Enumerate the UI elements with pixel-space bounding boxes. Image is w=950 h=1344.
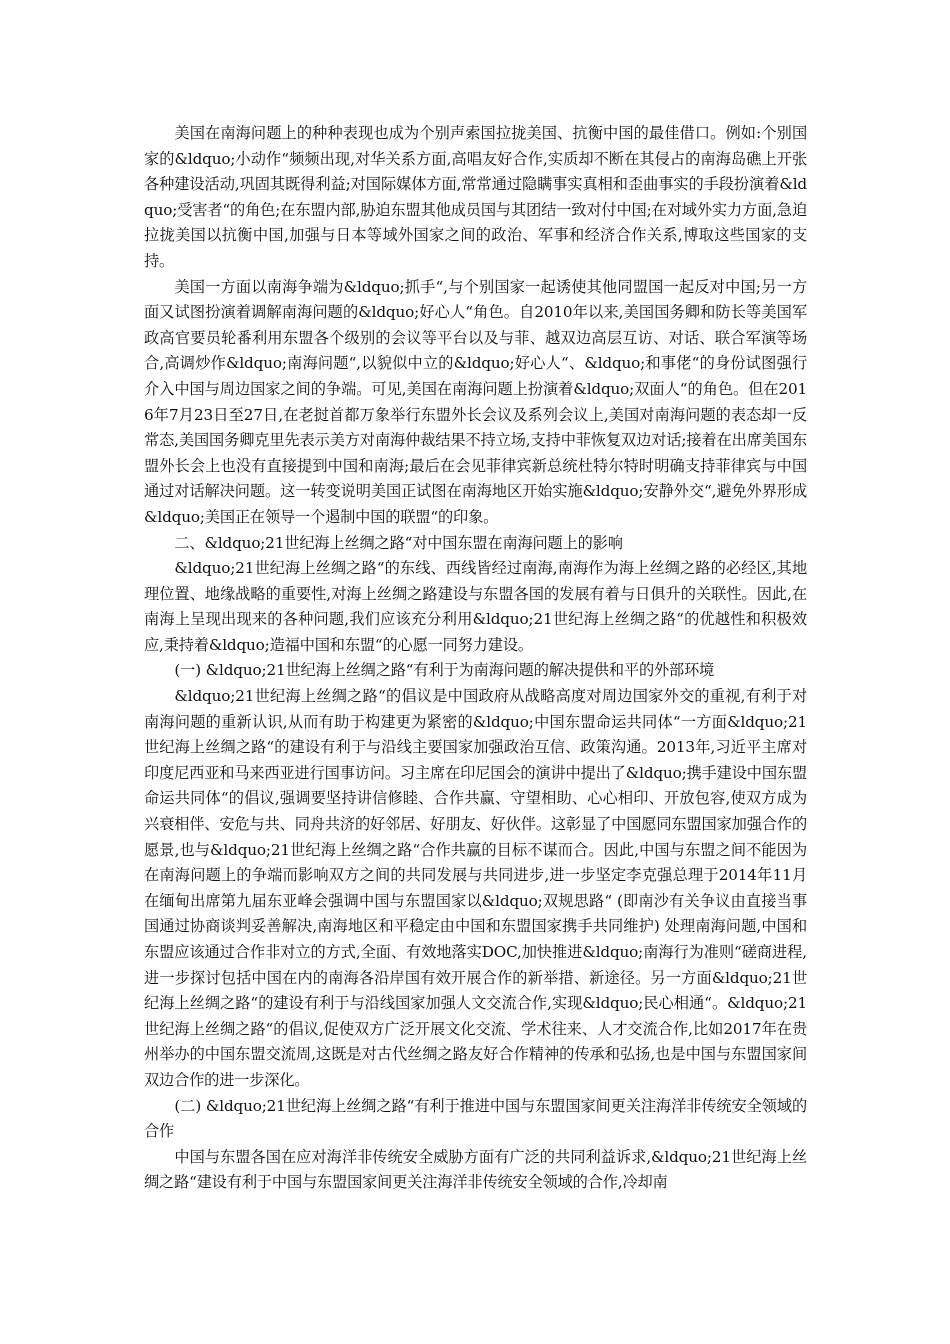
paragraph-us-behavior: 美国在南海问题上的种种表现也成为个别声索国拉拢美国、抗衡中国的最佳借口。例如:个别国家的&ldquo;小动作“频频出现,对华关系方面,高唱友好合作,实质却不断在其侵占的南海岛礁上开张各种建设活动,巩固其既得利益;对国际媒体方面,常常通过隐瞒事实真相和歪曲事实的手段扮演着&ldquo;受害者“的角色;在东盟内部,胁迫东盟其他成员国与其团结一致对付中国;在对域外实力方面,急迫拉拢美国以抗衡中国,加强与日本等域外国家之间的政治、军事和经济合作关系,博取这些国家的支持。 [144, 124, 807, 270]
paragraph-peaceful-environment: &ldquo;21世纪海上丝绸之路“的倡议是中国政府从战略高度对周边国家外交的重视,有利于对南海问题的重新认识,从而有助于构建更为紧密的&ldquo;中国东盟命运共同体“一方面&ldquo;21世纪海上丝绸之路“的建设有利于与沿线主要国家加强政治互信、政策沟通。2013年,习近平主席对印度尼西亚和马来西亚进行国事访问。习主席在印尼国会的演讲中提出了&ldquo;携手建设中国东盟命运共同体“的倡议,强调要坚持讲信修睦、合作共赢、守望相助、心心相印、开放包容,使双方成为兴衰相伴、安危与共、同舟共济的好邻居、好朋友、好伙伴。这彰显了中国愿同东盟国家加强合作的愿景,也与&ldquo;21世纪海上丝绸之路“合作共赢的目标不谋而合。因此,中国与东盟之间不能因为在南海问题上的争端而影响双方之间的共同发展与共同进步,进一步坚定李克强总理于2014年11月在缅甸出席第九届东亚峰会强调中国与东盟国家以&ldquo;双规思路“ (即南沙有关争议由直接当事国通过协商谈判妥善解决,南海地区和平稳定由中国和东盟国家携手共同维护) 处理南海问题,中国和东盟应该通过合作非对立的方式,全面、有效地落实DOC,加快推进&ldquo;南海行为准则“磋商进程,进一步探讨包括中国在内的南海各沿岸国有效开展合作的新举措、新途径。另一方面&ldquo;21世纪海上丝绸之路“的建设有利于与沿线国家加强人文交流合作,实现&ldquo;民心相通“。&ldquo;21世纪海上丝绸之路“的倡议,促使双方广泛开展文化交流、学术往来、人才交流合作,比如2017年在贵州举办的中国东盟交流周,这既是对古代丝绸之路友好合作精神的传承和弘扬,也是中国与东盟国家间双边合作的进一步深化。 [144, 687, 807, 1089]
document-body [144, 121, 807, 1196]
paragraph-non-traditional-security: 中国与东盟各国在应对海洋非传统安全威胁方面有广泛的共同利益诉求,&ldquo;21世纪海上丝绸之路“建设有利于中国与东盟国家间更关注海洋非传统安全领域的合作,冷却南 [144, 1147, 807, 1192]
paragraph-silk-road-intro: &ldquo;21世纪海上丝绸之路“的东线、西线皆经过南海,南海作为海上丝绸之路的必经区,其地理位置、地缘战略的重要性,对海上丝绸之路建设与东盟各国的发展有着与日俱升的关联性。因此,在南海上呈现出现来的各种问题,我们应该充分利用&ldquo;21世纪海上丝绸之路“的优越性和积极效应,秉持着&ldquo;造福中国和东盟“的心愿一同努力建设。 [144, 559, 807, 654]
subheading-2: (二) &ldquo;21世纪海上丝绸之路“有利于推进中国与东盟国家间更关注海洋非传统安全领域的合作 [144, 1096, 807, 1141]
section-heading-2: 二、&ldquo;21世纪海上丝绸之路“对中国东盟在南海问题上的影响 [174, 533, 623, 552]
paragraph-us-dual-role: 美国一方面以南海争端为&ldquo;抓手“,与个别国家一起诱使其他同盟国一起反对中国;另一方面又试图扮演着调解南海问题的&ldquo;好心人“角色。自2010年以来,美国国务卿和防长等美国军政高官要员轮番利用东盟各个级别的会议等平台以及与菲、越双边高层互访、对话、联合军演等场合,高调炒作&ldquo;南海问题“,以貌似中立的&ldquo;好心人“、&ldquo;和事佬“的身份试图强行介入中国与周边国家之间的争端。可见,美国在南海问题上扮演着&ldquo;双面人“的角色。但在2016年7月23日至27日,在老挝首都万象举行东盟外长会议及系列会议上,美国对南海问题的表态却一反常态,美国国务卿克里先表示美方对南海仲裁结果不持立场,支持中菲恢复双边对话;接着在出席美国东盟外长会上也没有直接提到中国和南海;最后在会见菲律宾新总统杜特尔特时明确支持菲律宾与中国通过对话解决问题。这一转变说明美国正试图在南海地区开始实施&ldquo;安静外交“,避免外界形成&ldquo;美国正在领导一个遏制中国的联盟“的印象。 [144, 277, 807, 526]
subheading-1: (一) &ldquo;21世纪海上丝绸之路“有利于为南海问题的解决提供和平的外部环境 [174, 661, 715, 680]
